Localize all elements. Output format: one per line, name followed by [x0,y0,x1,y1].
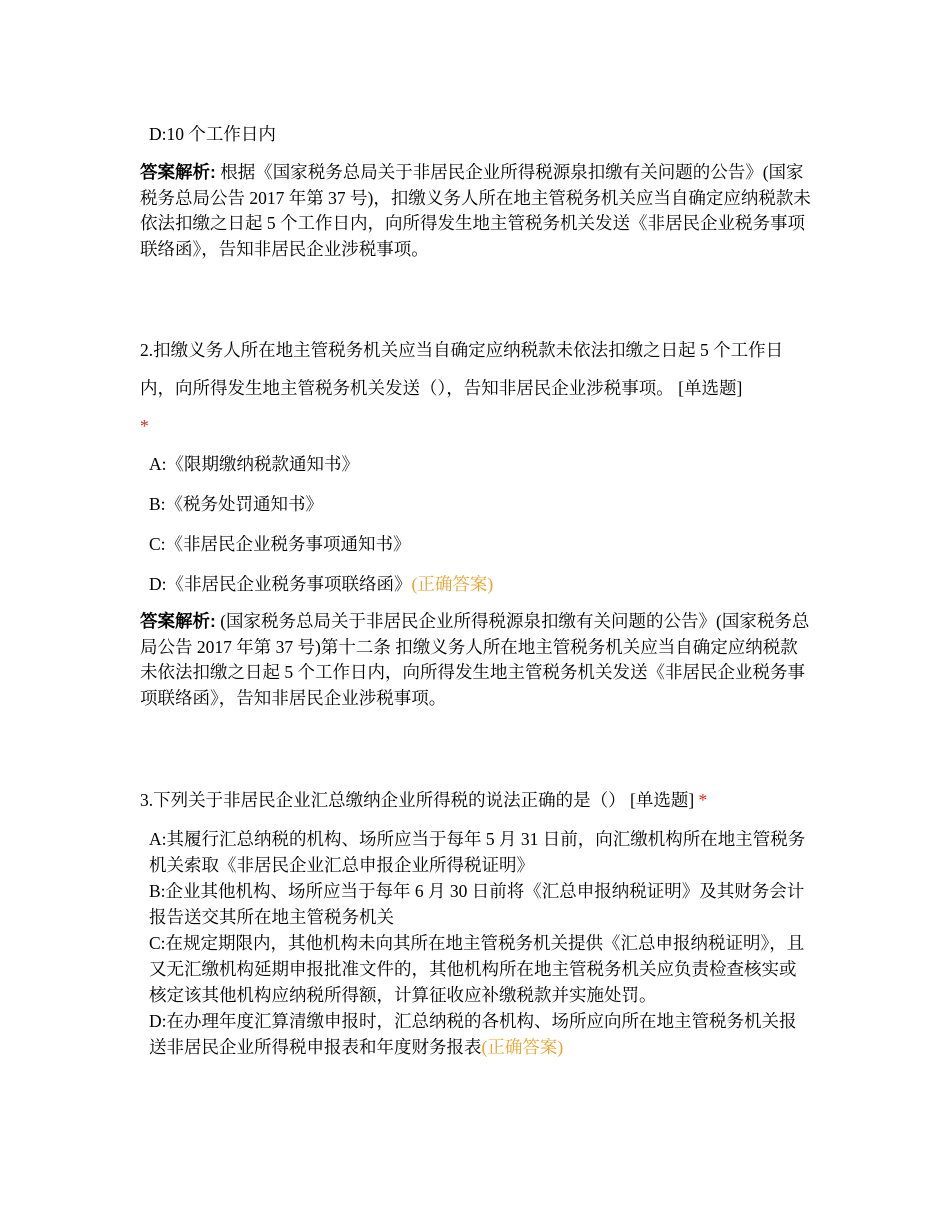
required-mark: * [698,790,708,810]
question-3 [140,788,812,812]
question-2 [140,331,812,445]
question-text: 3.下列关于非居民企业汇总缴纳企业所得税的说法正确的是（） [单选题] [140,790,695,810]
q3-option-d[interactable] [149,1008,809,1060]
required-mark: * [140,416,149,436]
q3-option-c[interactable] [149,930,809,1008]
option-text: A:《限期缴纳税款通知书》 [149,454,359,474]
option-text: D:《非居民企业税务事项联络函》 [149,574,412,594]
explanation-label: 答案解析: [140,611,216,631]
q2-option-a[interactable] [149,452,809,476]
prev-explanation [140,160,812,262]
q3-option-b[interactable] [149,878,809,930]
q3-option-a[interactable] [149,826,809,878]
option-text: A:其履行汇总纳税的机构、场所应当于每年 5 月 31 日前，向汇缴机构所在地主管税务机关索取《非居民企业汇总申报企业所得税证明》 [149,829,806,875]
explanation-text: 根据《国家税务总局关于非居民企业所得税源泉扣缴有关问题的公告》(国家税务总局公告 2017 年第 37 号)，扣缴义务人所在地主管税务机关应当自确定应纳税款未依法扣缴之日起 5 个工作日内，向所得发生地主管税务机关发送《非居民企业税务事项联络函》，告知非居民企业涉税事项。 [140,162,811,259]
correct-answer-tag: (正确答案) [411,574,494,594]
prev-option-d[interactable] [149,122,809,146]
option-text: D:在办理年度汇算清缴申报时，汇总纳税的各机构、场所应向所在地主管税务机关报送非居民企业所得税申报表和年度财务报表 [149,1011,797,1057]
q2-option-b[interactable] [149,492,809,516]
option-text: C:在规定期限内，其他机构未向其所在地主管税务机关提供《汇总申报纳税证明》，且又无汇缴机构延期申报批准文件的，其他机构所在地主管税务机关应负责检查核实或核定该其他机构应纳税所得额，计算征收应补缴税款并实施处罚。 [149,933,805,1005]
option-text: B:《税务处罚通知书》 [149,494,324,514]
q2-option-d[interactable] [149,572,809,596]
explanation-text: (国家税务总局关于非居民企业所得税源泉扣缴有关问题的公告》(国家税务总局公告 2017 年第 37 号)第十二条 扣缴义务人所在地主管税务机关应当自确定应纳税款未依法扣缴之日起 5 个工作日内，向所得发生地主管税务机关发送《非居民企业税务事项联络函》，告知非居民企业涉税事项。 [140,611,810,708]
option-text: B:企业其他机构、场所应当于每年 6 月 30 日前将《汇总申报纳税证明》及其财务会计报告送交其所在地主管税务机关 [149,881,805,927]
option-text: C:《非居民企业税务事项通知书》 [149,534,411,554]
correct-answer-tag: (正确答案) [481,1037,564,1057]
option-text: D:10 个工作日内 [149,124,276,144]
explanation-label: 答案解析: [140,162,216,182]
q2-option-c[interactable] [149,532,809,556]
question-text: 2.扣缴义务人所在地主管税务机关应当自确定应纳税款未依法扣缴之日起 5 个工作日内，向所得发生地主管税务机关发送（），告知非居民企业涉税事项。 [单选题] [140,340,784,398]
q2-explanation [140,609,812,711]
